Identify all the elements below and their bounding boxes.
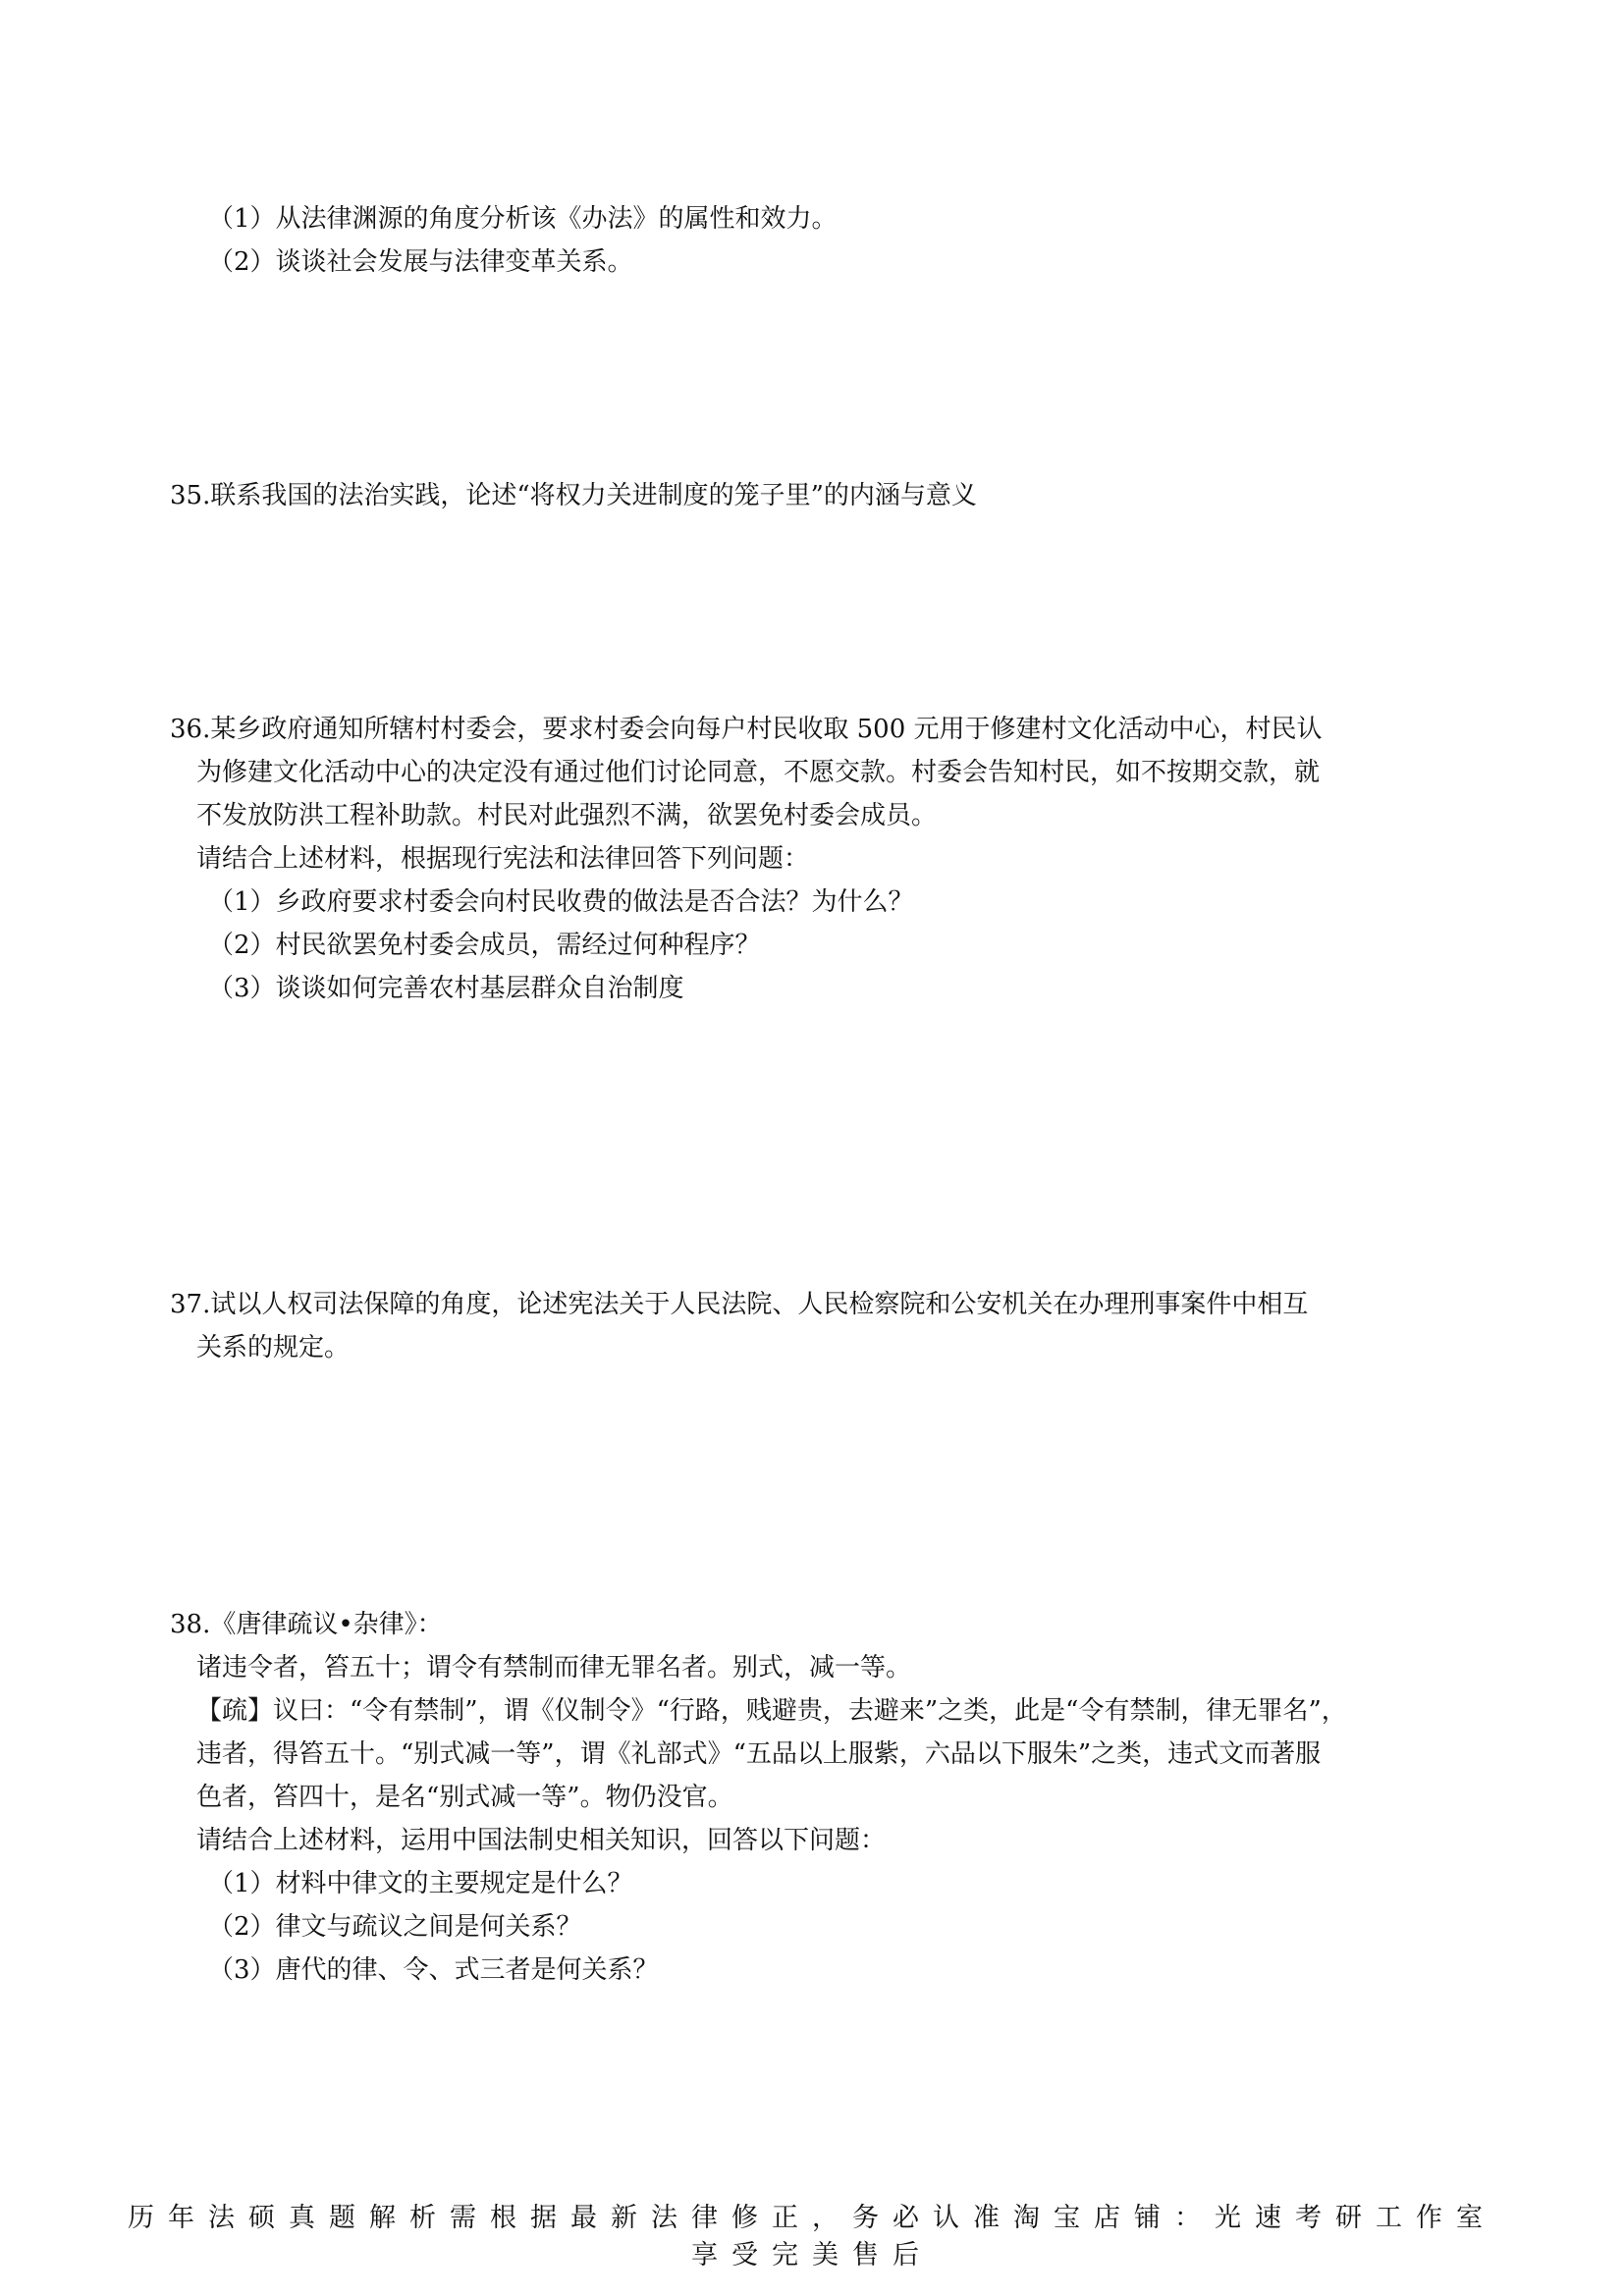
q38-prompt: 请结合上述材料，运用中国法制史相关知识，回答以下问题：: [196, 1826, 887, 1855]
q37-text-line-2: 关系的规定。: [196, 1333, 351, 1362]
q38-commentary-line-2: 违者，得笞五十。“别式减一等”，谓《礼部式》“五品以上服紫，六品以下服朱”之类，违式文而著服: [196, 1739, 1322, 1769]
q38-subquestion-3: （3）唐代的律、令、式三者是何关系？: [208, 1955, 659, 1985]
q34-subquestion-1: （1）从法律渊源的角度分析该《办法》的属性和效力。: [208, 204, 838, 234]
footer-after-sales: 享受完美售后: [691, 2240, 933, 2270]
q38-title: 38.《唐律疏议•杂律》：: [170, 1610, 443, 1639]
q36-subquestion-3: （3）谈谈如何完善农村基层群众自治制度: [208, 974, 684, 1003]
q36-subquestion-1: （1）乡政府要求村委会向村民收费的做法是否合法？为什么？: [208, 887, 914, 917]
q36-prompt: 请结合上述材料，根据现行宪法和法律回答下列问题：: [196, 844, 810, 874]
footer-notice: 历年法硕真题解析需根据最新法律修正，务必认准淘宝店铺：光速考研工作室: [128, 2203, 1496, 2233]
q36-text-line-2: 为修建文化活动中心的决定没有通过他们讨论同意，不愿交款。村委会告知村民，如不按期交款，就: [196, 758, 1321, 787]
q38-subquestion-1: （1）材料中律文的主要规定是什么？: [208, 1869, 633, 1898]
q38-subquestion-2: （2）律文与疏议之间是何关系？: [208, 1912, 582, 1942]
q38-commentary-line-1: 【疏】议曰：“令有禁制”，谓《仪制令》“行路，贱避贵，去避来”之类，此是“令有禁制，律无罪名”，: [196, 1696, 1347, 1726]
q38-commentary-line-3: 色者，笞四十，是名“别式减一等”。物仍没官。: [196, 1783, 733, 1812]
q34-subquestion-2: （2）谈谈社会发展与法律变革关系。: [208, 247, 633, 277]
q36-text-line-1: 36.某乡政府通知所辖村村委会，要求村委会向每户村民收取 500 元用于修建村文化活动中心，村民认: [170, 715, 1323, 744]
q35-text: 35.联系我国的法治实践，论述“将权力关进制度的笼子里”的内涵与意义: [170, 481, 977, 510]
q37-text-line-1: 37.试以人权司法保障的角度，论述宪法关于人民法院、人民检察院和公安机关在办理刑事案件中相互: [170, 1290, 1309, 1319]
q38-law-text: 诸违令者，笞五十；谓令有禁制而律无罪名者。别式，减一等。: [196, 1653, 912, 1682]
q36-subquestion-2: （2）村民欲罢免村委会成员，需经过何种程序？: [208, 931, 761, 960]
q36-text-line-3: 不发放防洪工程补助款。村民对此强烈不满，欲罢免村委会成员。: [196, 801, 938, 830]
